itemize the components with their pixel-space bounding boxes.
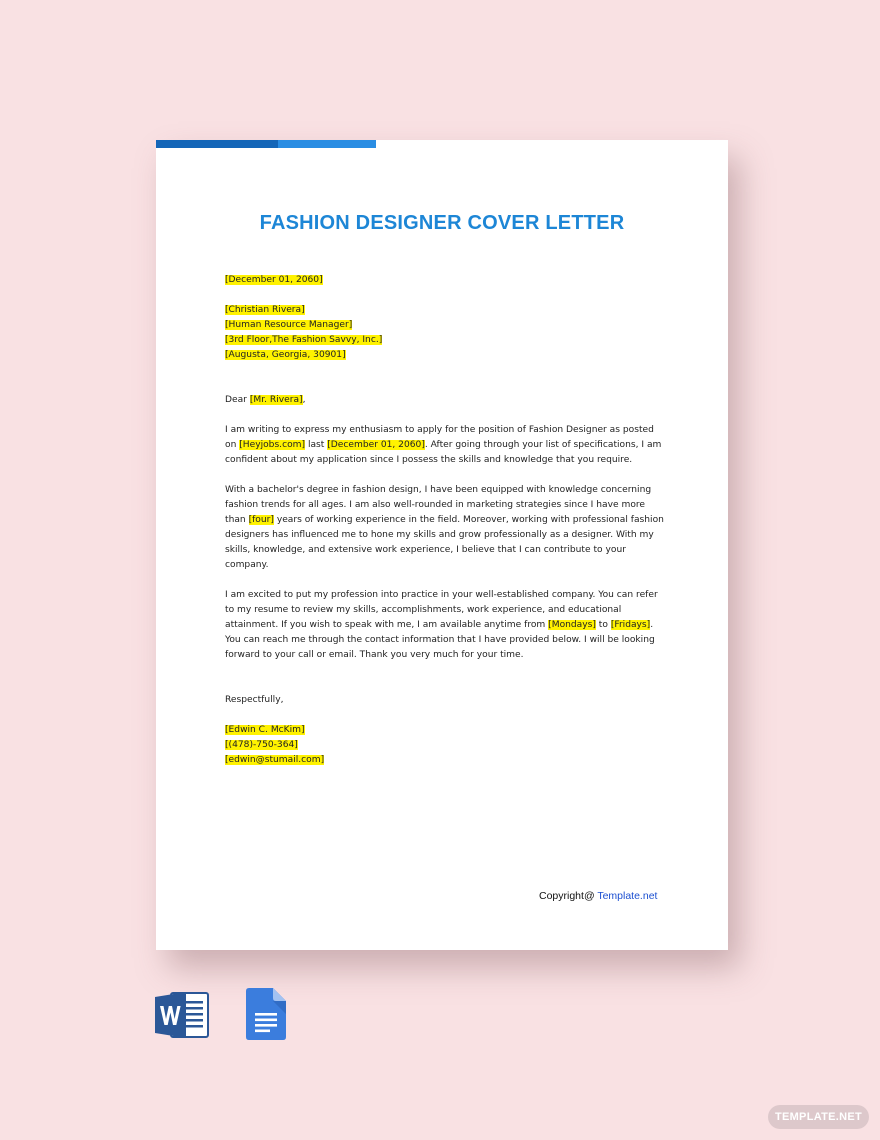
posting-date-placeholder: [December 01, 2060] xyxy=(327,440,425,450)
microsoft-word-icon[interactable] xyxy=(155,990,210,1040)
salutation xyxy=(225,393,665,408)
paragraph-1-text: . After going through your list of specifications, I am confident about my application since I possess the skills and knowledge that you require. xyxy=(225,440,662,465)
document-page xyxy=(156,140,728,950)
letter-date xyxy=(225,273,665,288)
paragraph-2 xyxy=(225,483,665,573)
paragraph-1 xyxy=(225,423,665,468)
availability-end-placeholder: [Fridays] xyxy=(610,620,651,630)
copyright-notice xyxy=(539,890,657,902)
copyright-brand-link[interactable]: Template.net xyxy=(597,890,658,902)
recipient-address2-placeholder: [Augusta, Georgia, 30901] xyxy=(225,350,346,360)
date-placeholder: [December 01, 2060] xyxy=(225,275,323,285)
salutation-suffix: , xyxy=(302,395,306,405)
salutation-name-placeholder: [Mr. Rivera] xyxy=(249,395,303,405)
recipient-address-line1 xyxy=(225,333,665,348)
job-site-placeholder: [Heyjobs.com] xyxy=(239,440,306,450)
document-title: FASHION DESIGNER COVER LETTER xyxy=(259,212,625,234)
sender-name xyxy=(225,723,665,738)
recipient-position-placeholder: [Human Resource Manager] xyxy=(225,320,353,330)
paragraph-3-text: to xyxy=(595,620,611,630)
paragraph-1-text: I am writing to express my enthusiasm to apply for the position of Fashion Designer as posted on xyxy=(225,425,654,450)
salutation-prefix: Dear xyxy=(225,395,250,405)
paragraph-2-text: years of working experience in the field. Moreover, working with professional fashion designers has influenced me to hone my skills and grow professionally as a designer. With my skills, knowledge, and extensive work experience, I believe that I can contribute to your company. xyxy=(225,515,664,570)
header-accent-bar xyxy=(156,140,376,148)
google-docs-icon[interactable] xyxy=(246,988,286,1040)
letter-body xyxy=(225,273,665,768)
paragraph-3-text: I am excited to put my profession into practice in your well-established company. You can refer to my resume to review my skills, accomplishments, work experience, and educational attainment. If you wish to speak with me, I am available anytime from xyxy=(225,590,658,630)
sender-name-placeholder: [Edwin C. McKim] xyxy=(225,725,305,735)
closing: Respectfully, xyxy=(225,695,284,705)
sender-email-placeholder: [edwin@stumail.com] xyxy=(225,755,325,765)
accent-bar-light xyxy=(278,140,376,148)
recipient-position xyxy=(225,318,665,333)
copyright-prefix: Copyright@ xyxy=(539,890,598,902)
sender-phone-placeholder: [(478)-750-364] xyxy=(225,740,298,750)
paragraph-1-text: last xyxy=(305,440,328,450)
template-net-watermark: TEMPLATE.NET xyxy=(768,1105,869,1129)
recipient-name-placeholder: [Christian Rivera] xyxy=(225,305,305,315)
sender-phone xyxy=(225,738,665,753)
paragraph-3 xyxy=(225,588,665,663)
recipient-name xyxy=(225,303,665,318)
recipient-address1-placeholder: [3rd Floor,The Fashion Savvy, Inc.] xyxy=(225,335,383,345)
sender-email xyxy=(225,753,665,768)
paragraph-3-text: . You can reach me through the contact information that I have provided below. I will be looking forward to your call or email. Thank you very much for your time. xyxy=(225,620,655,660)
accent-bar-dark xyxy=(156,140,278,148)
availability-start-placeholder: [Mondays] xyxy=(548,620,596,630)
years-placeholder: [four] xyxy=(248,515,274,525)
paragraph-2-text: With a bachelor's degree in fashion design, I have been equipped with knowledge concerning fashion trends for all ages. I am also well-rounded in marketing strategies since I have more than xyxy=(225,485,652,525)
recipient-address-line2 xyxy=(225,348,665,363)
